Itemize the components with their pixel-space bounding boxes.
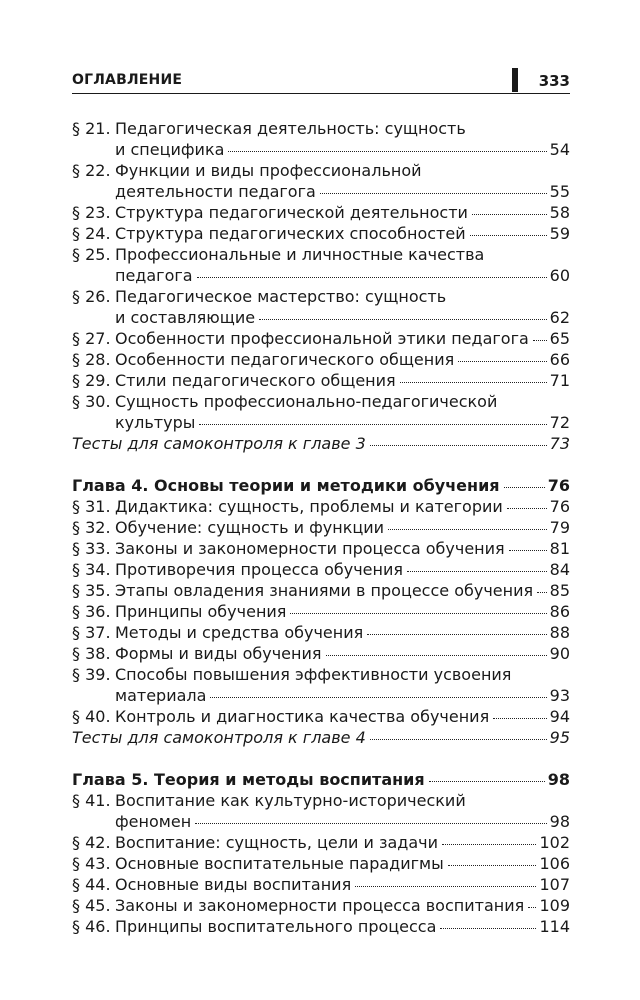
entry-page: 93: [549, 686, 570, 705]
toc-entry: [72, 496, 570, 517]
toc-entry: [72, 874, 570, 895]
entry-title: Тесты для самоконтроля к главе 4: [72, 728, 366, 747]
entry-page: 84: [549, 560, 570, 579]
toc-entry: [72, 790, 570, 832]
entry-page: 107: [539, 875, 570, 894]
running-title: ОГЛАВЛЕНИЕ: [72, 72, 183, 88]
toc-chapter: [72, 769, 570, 790]
entry-page: 85: [549, 581, 570, 600]
entry-title: Контроль и диагностика качества обучения: [115, 707, 490, 726]
entry-title-continued: феномен: [115, 812, 192, 831]
entry-title: Особенности профессиональной этики педагога: [115, 329, 529, 348]
entry-page: 62: [549, 308, 570, 327]
toc-entry: [72, 601, 570, 622]
section-number: § 33.: [72, 539, 111, 558]
section-number: § 46.: [72, 917, 111, 936]
entry-title: Дидактика: сущность, проблемы и категории: [115, 497, 503, 516]
entry-title: Педагогическое мастерство: сущность: [115, 287, 447, 306]
entry-title: Тесты для самоконтроля к главе 3: [72, 434, 366, 453]
section-number: § 41.: [72, 791, 111, 810]
dot-leader: [407, 571, 547, 572]
toc-entry: [72, 643, 570, 664]
toc-entry: [72, 328, 570, 349]
section-number: § 26.: [72, 287, 111, 306]
dot-leader: [370, 739, 547, 740]
toc-entry: [72, 391, 570, 433]
entry-page: 60: [549, 266, 570, 285]
entry-title: Способы повышения эффективности усвоения: [115, 665, 512, 684]
toc-entry: [72, 853, 570, 874]
entry-title-continued: культуры: [115, 413, 196, 432]
entry-title: Этапы овладения знаниями в процессе обучения: [115, 581, 534, 600]
toc-entry: [72, 223, 570, 244]
entry-page: 98: [549, 812, 570, 831]
dot-leader: [400, 382, 547, 383]
entry-title: Особенности педагогического общения: [115, 350, 455, 369]
entry-page: 72: [549, 413, 570, 432]
section-number: § 28.: [72, 350, 111, 369]
entry-title: Законы и закономерности процесса воспитания: [115, 896, 525, 915]
dot-leader: [367, 634, 546, 635]
toc-entry: [72, 538, 570, 559]
section-number: § 35.: [72, 581, 111, 600]
section-number: § 43.: [72, 854, 111, 873]
toc-entry: [72, 706, 570, 727]
entry-page: 58: [549, 203, 570, 222]
toc-entry: [72, 622, 570, 643]
toc-entry: [72, 916, 570, 937]
toc-entry: [72, 895, 570, 916]
entry-page: 90: [549, 644, 570, 663]
entry-title: Принципы обучения: [115, 602, 287, 621]
dot-leader: [458, 361, 546, 362]
section-number: § 34.: [72, 560, 111, 579]
entry-page: 94: [549, 707, 570, 726]
dot-leader: [440, 928, 536, 929]
entry-page: 59: [549, 224, 570, 243]
entry-page: 102: [539, 833, 570, 852]
dot-leader: [537, 592, 547, 593]
dot-leader: [355, 886, 536, 887]
entry-title-continued: педагога: [115, 266, 193, 285]
section-number: § 24.: [72, 224, 111, 243]
dot-leader: [448, 865, 537, 866]
toc-entry: [72, 664, 570, 706]
chapter-title: Глава 4. Основы теории и методики обучения: [72, 476, 500, 495]
entry-page: 76: [549, 497, 570, 516]
dot-leader: [195, 823, 546, 824]
toc-entry: [72, 202, 570, 223]
section-number: § 27.: [72, 329, 111, 348]
section-number: § 25.: [72, 245, 111, 264]
entry-title: Основные виды воспитания: [115, 875, 352, 894]
toc-entry: [72, 517, 570, 538]
table-of-contents: [72, 118, 570, 937]
entry-page: 114: [539, 917, 570, 936]
dot-leader: [429, 781, 545, 782]
entry-title: Педагогическая деятельность: сущность: [115, 119, 466, 138]
toc-entry: [72, 160, 570, 202]
toc-entry: [72, 559, 570, 580]
dot-leader: [507, 508, 547, 509]
entry-title: Воспитание как культурно-исторический: [115, 791, 466, 810]
section-number: § 42.: [72, 833, 111, 852]
spacer: [72, 454, 570, 475]
entry-page: 65: [549, 329, 570, 348]
dot-leader: [199, 424, 546, 425]
dot-leader: [493, 718, 546, 719]
entry-page: 88: [549, 623, 570, 642]
section-number: § 29.: [72, 371, 111, 390]
dot-leader: [504, 487, 545, 488]
entry-title: Основные воспитательные парадигмы: [115, 854, 444, 873]
section-number: § 30.: [72, 392, 111, 411]
entry-title-continued: материала: [115, 686, 207, 705]
page-number: 333: [538, 72, 570, 90]
dot-leader: [197, 277, 547, 278]
entry-title: Воспитание: сущность, цели и задачи: [115, 833, 438, 852]
section-number: § 40.: [72, 707, 111, 726]
chapter-title: Глава 5. Теория и методы воспитания: [72, 770, 425, 789]
entry-page: 109: [539, 896, 570, 915]
entry-page: 98: [547, 770, 570, 789]
page-header: [72, 68, 570, 92]
entry-title: Структура педагогической деятельности: [115, 203, 468, 222]
dot-leader: [370, 445, 547, 446]
section-number: § 38.: [72, 644, 111, 663]
section-number: § 23.: [72, 203, 111, 222]
dot-leader: [259, 319, 547, 320]
section-number: § 22.: [72, 161, 111, 180]
entry-title-continued: и специфика: [115, 140, 225, 159]
dot-leader: [442, 844, 536, 845]
section-number: § 32.: [72, 518, 111, 537]
entry-page: 73: [549, 434, 570, 453]
entry-title: Законы и закономерности процесса обучения: [115, 539, 505, 558]
toc-entry: [72, 370, 570, 391]
dot-leader: [320, 193, 547, 194]
toc-chapter: [72, 475, 570, 496]
toc-entry: [72, 349, 570, 370]
toc-entry: [72, 580, 570, 601]
section-number: § 31.: [72, 497, 111, 516]
spacer: [72, 748, 570, 769]
section-number: § 36.: [72, 602, 111, 621]
entry-title: Формы и виды обучения: [115, 644, 322, 663]
dot-leader: [509, 550, 547, 551]
toc-entry-tests: [72, 433, 570, 454]
dot-leader: [533, 340, 547, 341]
entry-page: 71: [549, 371, 570, 390]
dot-leader: [472, 214, 547, 215]
dot-leader: [528, 907, 536, 908]
entry-page: 66: [549, 350, 570, 369]
entry-title: Профессиональные и личностные качества: [115, 245, 485, 264]
entry-page: 79: [549, 518, 570, 537]
entry-title: Принципы воспитательного процесса: [115, 917, 437, 936]
dot-leader: [210, 697, 546, 698]
entry-title: Противоречия процесса обучения: [115, 560, 404, 579]
entry-title: Обучение: сущность и функции: [115, 518, 385, 537]
entry-page: 76: [547, 476, 570, 495]
section-number: § 21.: [72, 119, 111, 138]
entry-page: 54: [549, 140, 570, 159]
entry-page: 95: [549, 728, 570, 747]
entry-title: Структура педагогических способностей: [115, 224, 466, 243]
dot-leader: [326, 655, 547, 656]
dot-leader: [228, 151, 546, 152]
header-bar-marker: [512, 68, 518, 92]
toc-entry-tests: [72, 727, 570, 748]
entry-title: Сущность профессионально-педагогической: [115, 392, 498, 411]
toc-entry: [72, 286, 570, 328]
entry-title-continued: деятельности педагога: [115, 182, 316, 201]
dot-leader: [470, 235, 547, 236]
entry-title: Стили педагогического общения: [115, 371, 396, 390]
entry-page: 86: [549, 602, 570, 621]
dot-leader: [290, 613, 546, 614]
section-number: § 37.: [72, 623, 111, 642]
toc-entry: [72, 244, 570, 286]
dot-leader: [388, 529, 547, 530]
toc-entry: [72, 118, 570, 160]
entry-title: Функции и виды профессиональной: [115, 161, 422, 180]
entry-title: Методы и средства обучения: [115, 623, 364, 642]
entry-page: 106: [539, 854, 570, 873]
section-number: § 44.: [72, 875, 111, 894]
section-number: § 39.: [72, 665, 111, 684]
entry-page: 55: [549, 182, 570, 201]
entry-title-continued: и составляющие: [115, 308, 256, 327]
entry-page: 81: [549, 539, 570, 558]
toc-entry: [72, 832, 570, 853]
header-rule: [72, 93, 570, 94]
section-number: § 45.: [72, 896, 111, 915]
